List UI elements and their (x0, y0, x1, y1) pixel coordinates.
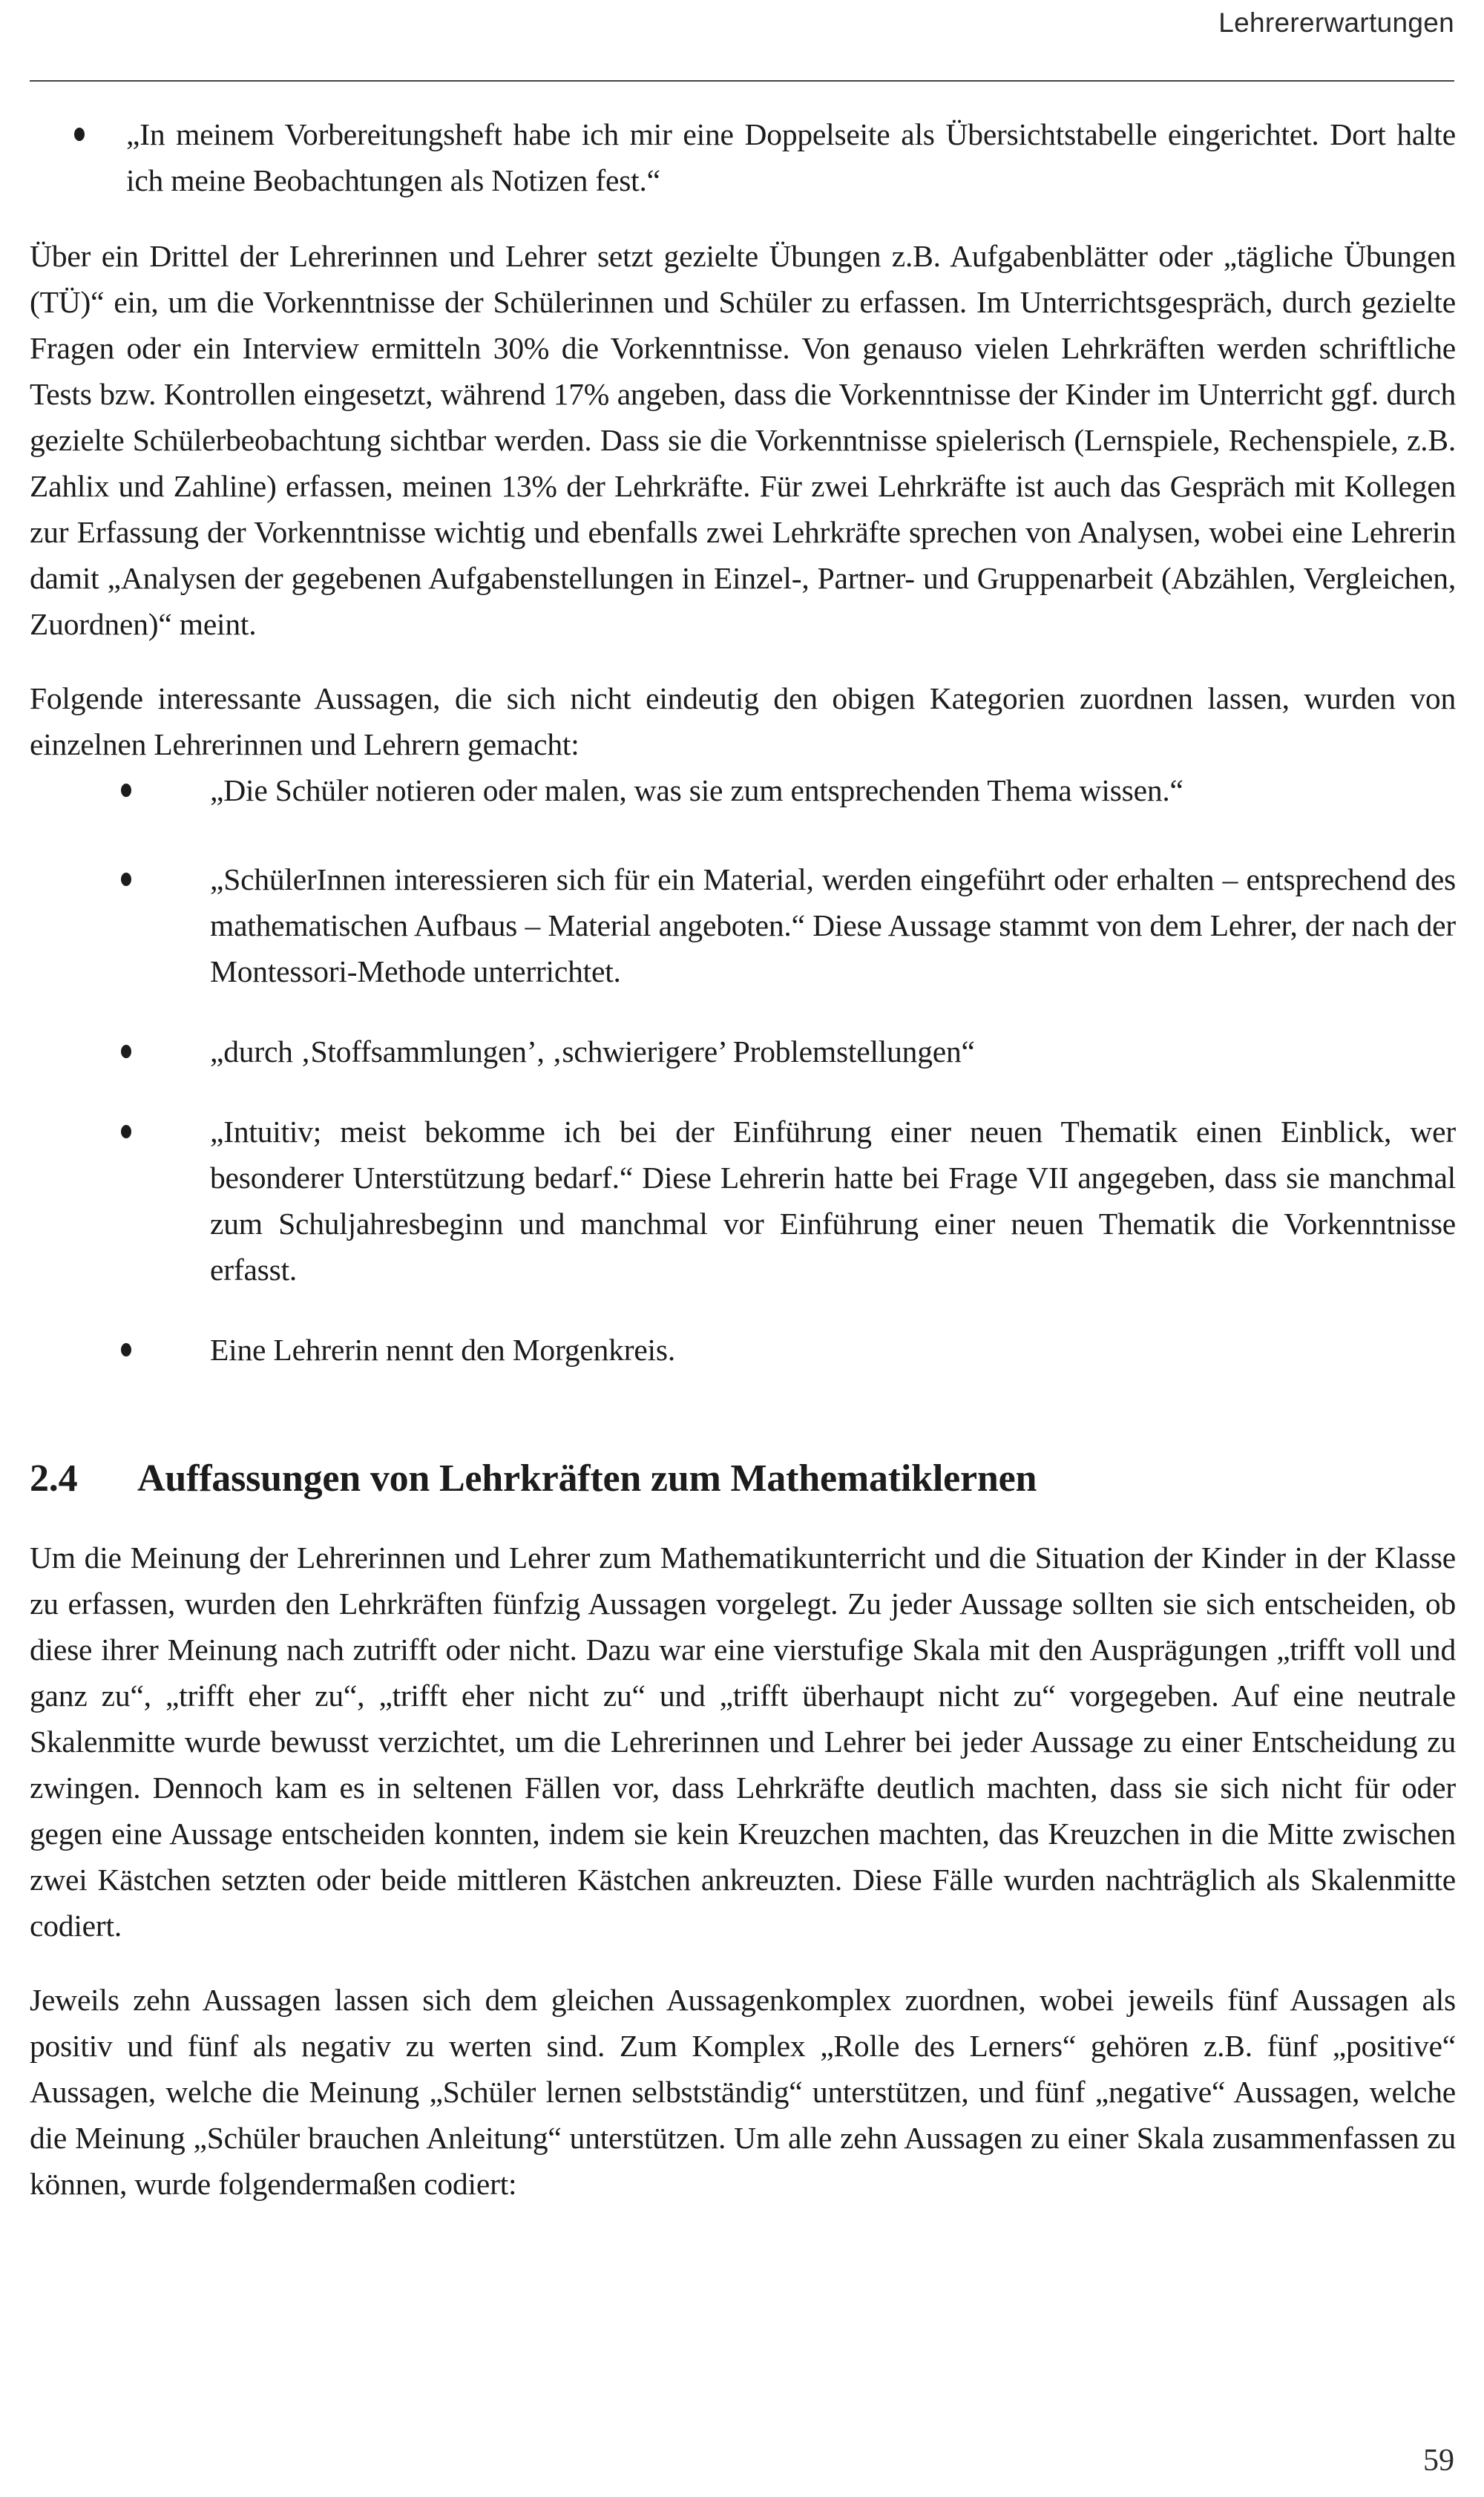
list-item (30, 1028, 1456, 1074)
paragraph-prior-knowledge-methods: Über ein Drittel der Lehrerinnen und Lehrer setzt gezielte Übungen z.B. Aufgabenblätter oder „tägliche Übungen (TÜ)“ ein, um die Vorkenntnisse der Schülerinnen und Schüler zu erfassen. Im Unterrichtsgespräch, durch gezielte Fragen oder ein Interview ermitteln 30% die Vorkenntnisse. Von genauso vielen Lehrkräften werden schriftliche Tests bzw. Kontrollen eingesetzt, während 17% angeben, dass die Vorkenntnisse der Kinder im Unterricht ggf. durch gezielte Schülerbeobachtung sichtbar werden. Dass sie die Vorkenntnisse spielerisch (Lernspiele, Rechenspiele, z.B. Zahlix und Zahline) erfassen, meinen 13% der Lehrkräfte. Für zwei Lehrkräfte ist auch das Gespräch mit Kollegen zur Erfassung der Vorkenntnisse wichtig und ebenfalls zwei Lehrkräfte sprechen von Analysen, wobei eine Lehrerin damit „Analysen der gegebenen Aufgabenstellungen in Einzel-, Partner- und Gruppenarbeit (Abzählen, Vergleichen, Zuordnen)“ meint. (30, 239, 1456, 641)
bullet-icon (121, 873, 131, 886)
section-number: 2.4 (30, 1457, 78, 1500)
bullet-icon (121, 784, 131, 797)
running-header-title: Lehrererwartungen (1218, 7, 1454, 38)
bullet-icon (121, 1045, 131, 1058)
paragraph-coding-scheme: Jeweils zehn Aussagen lassen sich dem gleichen Aussagenkomplex zuordnen, wobei jeweils fünf Aussagen als positiv und fünf als negativ zu werten sind. Zum Komplex „Rolle des Lerners“ gehören z.B. fünf „positive“ Aussagen, welche die Meinung „Schüler lernen selbstständig“ unterstützen, und fünf „negative“ Aussagen, welche die Meinung „Schüler brauchen Anleitung“ unterstützen. Um alle zehn Aussagen zu einer Skala zusammenfassen zu können, wurde folgendermaßen codiert: (30, 1983, 1456, 2201)
list-item (30, 767, 1456, 813)
list-item-text: „Die Schüler notieren oder malen, was sie zum entsprechenden Thema wissen.“ (210, 773, 1183, 807)
list-item (30, 111, 1456, 203)
page-body (30, 111, 1456, 2235)
list-item (30, 1327, 1456, 1373)
bullet-icon (121, 1125, 131, 1138)
paragraph-statements-intro: Folgende interessante Aussagen, die sich nicht eindeutig den obigen Kategorien zuordnen lassen, wurden von einzelnen Lehrerinnen und Lehrern gemacht: (30, 681, 1456, 761)
bullet-icon (74, 128, 85, 141)
page-number: 59 (1423, 2444, 1454, 2478)
list-item-text: Eine Lehrerin nennt den Morgenkreis. (210, 1333, 676, 1367)
section-heading (30, 1453, 1456, 1505)
section-title: Auffassungen von Lehrkräften zum Mathematiklernen (137, 1457, 1037, 1500)
list-item-text: „SchülerInnen interessieren sich für ein Material, werden eingeführt oder erhalten – entsprechend des mathematischen Aufbaus – Material angeboten.“ Diese Aussage stammt von dem Lehrer, der nach der Montessori-Methode unterrichtet. (210, 862, 1456, 988)
list-item (30, 856, 1456, 994)
paragraph-survey-method: Um die Meinung der Lehrerinnen und Lehrer zum Mathematikunterricht und die Situation der Kinder in der Klasse zu erfassen, wurden den Lehrkräften fünfzig Aussagen vorgelegt. Zu jeder Aussage sollten sie sich entscheiden, ob diese ihrer Meinung nach zutrifft oder nicht. Dazu war eine vierstufige Skala mit den Ausprägungen „trifft voll und ganz zu“, „trifft eher zu“, „trifft eher nicht zu“ und „trifft überhaupt nicht zu“ vorgegeben. Auf eine neutrale Skalenmitte wurde bewusst verzichtet, um die Lehrerinnen und Lehrer bei jeder Aussage zu einer Entscheidung zu zwingen. Dennoch kam es in seltenen Fällen vor, dass Lehrkräfte deutlich machten, dass sie sich nicht für oder gegen eine Aussage entscheiden konnten, indem sie kein Kreuzchen machten, das Kreuzchen in die Mitte zwischen zwei Kästchen setzten oder beide mittleren Kästchen ankreuzten. Diese Fälle wurden nachträglich als Skalenmitte codiert. (30, 1540, 1456, 1943)
list-item-text: „durch ‚Stoffsammlungen’, ‚schwierigere’ Problemstellungen“ (210, 1034, 975, 1069)
bullet-icon (121, 1343, 131, 1356)
statements-list (30, 767, 1456, 1373)
list-item-text: „Intuitiv; meist bekomme ich bei der Einführung einer neuen Thematik einen Einblick, wer besonderer Unterstützung bedarf.“ Diese Lehrerin hatte bei Frage VII angegeben, dass sie manchmal zum Schuljahresbeginn und manchmal vor Einführung einer neuen Thematik die Vorkenntnisse erfasst. (210, 1115, 1456, 1287)
list-item (30, 1109, 1456, 1293)
header-rule (30, 80, 1454, 82)
list-item-text: „In meinem Vorbereitungsheft habe ich mir eine Doppelseite als Übersichtstabelle eingerichtet. Dort halte ich meine Beobachtungen als Notizen fest.“ (126, 117, 1456, 197)
